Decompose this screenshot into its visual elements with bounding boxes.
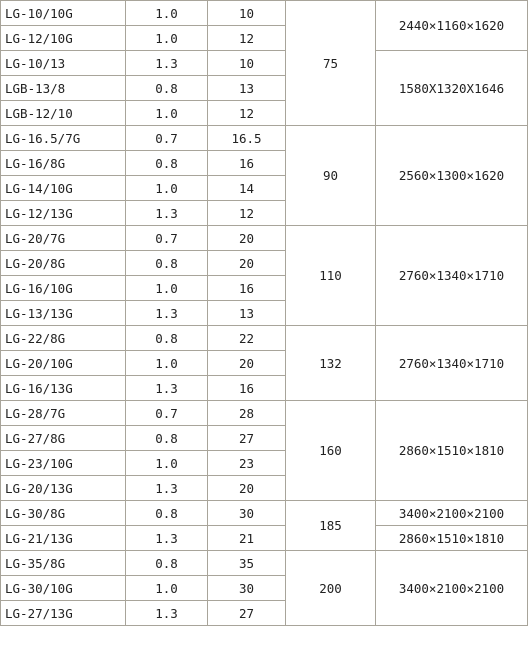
table-row [1, 1, 528, 26]
model-cell: LG-27/8G [1, 426, 126, 451]
model-cell: LG-30/10G [1, 576, 126, 601]
power-cell: 75 [286, 1, 376, 126]
model-cell: LG-20/10G [1, 351, 126, 376]
capacity-cell: 23 [208, 451, 286, 476]
thickness-cell: 0.8 [126, 551, 208, 576]
capacity-cell: 14 [208, 176, 286, 201]
power-cell: 132 [286, 326, 376, 401]
model-cell: LGB-12/10 [1, 101, 126, 126]
capacity-cell: 35 [208, 551, 286, 576]
thickness-cell: 1.3 [126, 201, 208, 226]
thickness-cell: 1.0 [126, 1, 208, 26]
model-cell: LG-16.5/7G [1, 126, 126, 151]
model-cell: LG-22/8G [1, 326, 126, 351]
thickness-cell: 1.0 [126, 26, 208, 51]
capacity-cell: 16 [208, 151, 286, 176]
capacity-cell: 20 [208, 351, 286, 376]
table-row [1, 126, 528, 151]
model-cell: LG-16/13G [1, 376, 126, 401]
dimension-cell: 2860×1510×1810 [376, 526, 528, 551]
capacity-cell: 12 [208, 26, 286, 51]
capacity-cell: 13 [208, 301, 286, 326]
thickness-cell: 1.3 [126, 51, 208, 76]
model-cell: LG-12/10G [1, 26, 126, 51]
model-cell: LG-20/13G [1, 476, 126, 501]
capacity-cell: 12 [208, 201, 286, 226]
dimension-cell: 1580X1320X1646 [376, 51, 528, 126]
thickness-cell: 0.8 [126, 501, 208, 526]
table-row [1, 226, 528, 251]
table-row [1, 326, 528, 351]
power-cell: 160 [286, 401, 376, 501]
thickness-cell: 1.0 [126, 576, 208, 601]
thickness-cell: 1.3 [126, 601, 208, 626]
dimension-cell: 2760×1340×1710 [376, 326, 528, 401]
power-cell: 110 [286, 226, 376, 326]
table-row [1, 551, 528, 576]
capacity-cell: 16 [208, 276, 286, 301]
power-cell: 200 [286, 551, 376, 626]
model-cell: LG-13/13G [1, 301, 126, 326]
model-cell: LG-27/13G [1, 601, 126, 626]
thickness-cell: 1.0 [126, 351, 208, 376]
thickness-cell: 0.8 [126, 251, 208, 276]
capacity-cell: 16.5 [208, 126, 286, 151]
model-cell: LGB-13/8 [1, 76, 126, 101]
thickness-cell: 0.7 [126, 226, 208, 251]
table-row [1, 51, 528, 76]
thickness-cell: 0.8 [126, 151, 208, 176]
table-row [1, 526, 528, 551]
thickness-cell: 1.3 [126, 476, 208, 501]
model-cell: LG-16/10G [1, 276, 126, 301]
model-cell: LG-28/7G [1, 401, 126, 426]
model-cell: LG-20/7G [1, 226, 126, 251]
dimension-cell: 3400×2100×2100 [376, 551, 528, 626]
capacity-cell: 20 [208, 226, 286, 251]
capacity-cell: 30 [208, 576, 286, 601]
capacity-cell: 10 [208, 1, 286, 26]
dimension-cell: 2440×1160×1620 [376, 1, 528, 51]
capacity-cell: 10 [208, 51, 286, 76]
model-cell: LG-10/10G [1, 1, 126, 26]
capacity-cell: 12 [208, 101, 286, 126]
model-cell: LG-23/10G [1, 451, 126, 476]
dimension-cell: 2760×1340×1710 [376, 226, 528, 326]
model-cell: LG-16/8G [1, 151, 126, 176]
capacity-cell: 27 [208, 601, 286, 626]
table-row [1, 501, 528, 526]
thickness-cell: 0.8 [126, 426, 208, 451]
thickness-cell: 1.0 [126, 176, 208, 201]
model-cell: LG-10/13 [1, 51, 126, 76]
model-cell: LG-35/8G [1, 551, 126, 576]
model-cell: LG-21/13G [1, 526, 126, 551]
thickness-cell: 1.0 [126, 101, 208, 126]
thickness-cell: 0.8 [126, 326, 208, 351]
dimension-cell: 3400×2100×2100 [376, 501, 528, 526]
thickness-cell: 1.3 [126, 526, 208, 551]
capacity-cell: 27 [208, 426, 286, 451]
thickness-cell: 1.3 [126, 301, 208, 326]
dimension-cell: 2860×1510×1810 [376, 401, 528, 501]
capacity-cell: 13 [208, 76, 286, 101]
power-cell: 185 [286, 501, 376, 551]
capacity-cell: 20 [208, 251, 286, 276]
model-cell: LG-14/10G [1, 176, 126, 201]
thickness-cell: 0.7 [126, 126, 208, 151]
capacity-cell: 20 [208, 476, 286, 501]
spec-table-body [1, 1, 528, 626]
dimension-cell: 2560×1300×1620 [376, 126, 528, 226]
thickness-cell: 0.7 [126, 401, 208, 426]
capacity-cell: 28 [208, 401, 286, 426]
thickness-cell: 1.3 [126, 376, 208, 401]
model-cell: LG-30/8G [1, 501, 126, 526]
thickness-cell: 1.0 [126, 451, 208, 476]
thickness-cell: 0.8 [126, 76, 208, 101]
capacity-cell: 16 [208, 376, 286, 401]
model-cell: LG-12/13G [1, 201, 126, 226]
capacity-cell: 22 [208, 326, 286, 351]
power-cell: 90 [286, 126, 376, 226]
model-cell: LG-20/8G [1, 251, 126, 276]
thickness-cell: 1.0 [126, 276, 208, 301]
capacity-cell: 30 [208, 501, 286, 526]
capacity-cell: 21 [208, 526, 286, 551]
table-row [1, 401, 528, 426]
